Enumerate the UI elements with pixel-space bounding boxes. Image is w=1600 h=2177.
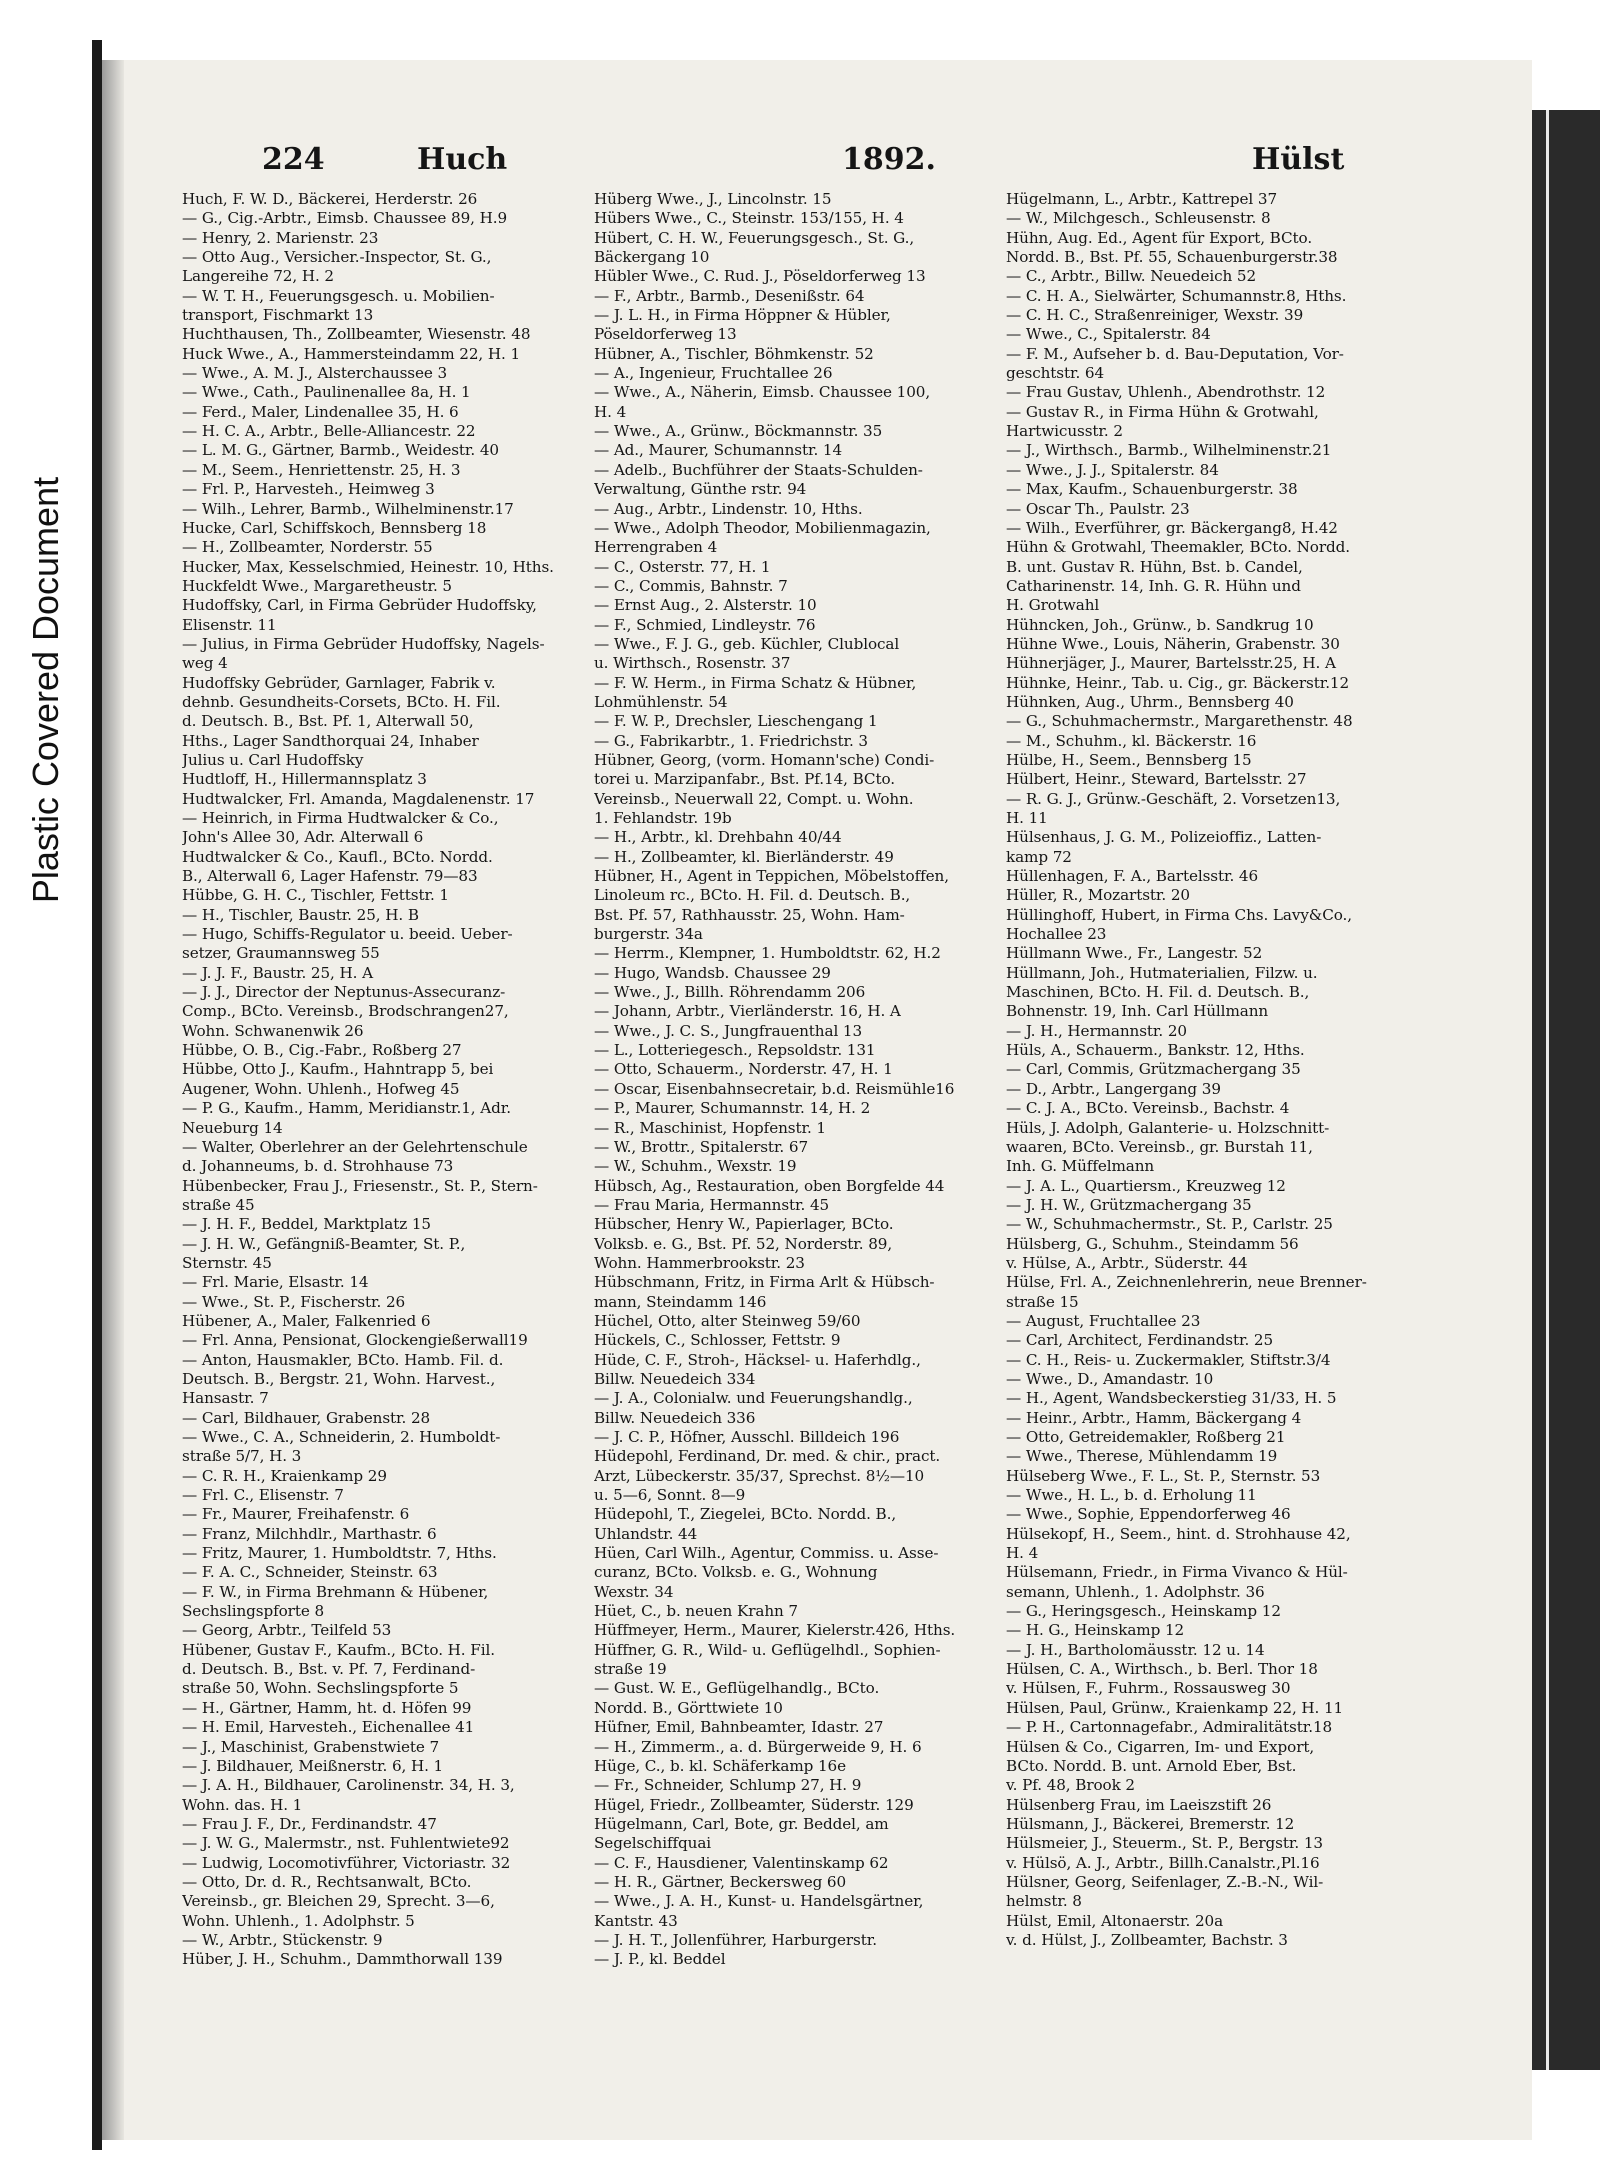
entry-line: Uhlandstr. 44: [594, 1524, 698, 1543]
entry-line: — Frau Gustav, Uhlenh., Abendrothstr. 12: [1006, 383, 1326, 402]
entry-line: Huck Wwe., A., Hammersteindamm 22, H. 1: [182, 344, 521, 363]
entry-line: Hülsekopf, H., Seem., hint. d. Strohhause 42,: [1006, 1524, 1351, 1543]
entry-line: — C. H. A., Sielwärter, Schumannstr.8, Hths.: [1006, 286, 1347, 305]
entry-line: Hüllinghoff, Hubert, in Firma Chs. Lavy&Co.,: [1006, 905, 1352, 924]
entry-line: Augener, Wohn. Uhlenh., Hofweg 45: [182, 1079, 460, 1098]
entry-line: — Wwe., Therese, Mühlendamm 19: [1006, 1447, 1278, 1466]
entry-line: Hudoffsky, Carl, in Firma Gebrüder Hudoffsky,: [182, 596, 537, 615]
entry-line: Wohn. Uhlenh., 1. Adolphstr. 5: [182, 1911, 415, 1930]
entry-line: Nordd. B., Bst. Pf. 55, Schauenburgerstr.38: [1006, 248, 1338, 267]
entry-line: — Otto, Getreidemakler, Roßberg 21: [1006, 1428, 1286, 1446]
entry-line: — H., Tischler, Baustr. 25, H. B: [182, 905, 419, 924]
entry-line: weg 4: [182, 654, 228, 673]
entry-line: Hüllenhagen, F. A., Bartelsstr. 46: [1006, 867, 1259, 886]
left-running-head: Huch: [417, 142, 508, 177]
entry-line: — Gust. W. E., Geflügelhandlg., BCto.: [594, 1679, 880, 1698]
entry-line: Hudtloff, H., Hillermannsplatz 3: [182, 770, 427, 789]
entry-line: torei u. Marzipanfabr., Bst. Pf.14, BCto.: [594, 770, 895, 789]
entry-line: — C. H., Reis- u. Zuckermakler, Stiftstr.3/4: [1006, 1350, 1331, 1369]
entry-line: B. unt. Gustav R. Hühn, Bst. b. Candel,: [1006, 557, 1303, 576]
entry-line: Hübbe, O. B., Cig.-Fabr., Roßberg 27: [182, 1041, 462, 1060]
entry-line: Hülse, Frl. A., Zeichnenlehrerin, neue Brenner-: [1006, 1273, 1367, 1292]
entry-line: Hübbe, G. H. C., Tischler, Fettstr. 1: [182, 886, 449, 905]
entry-line: v. Hülse, A., Arbtr., Süderstr. 44: [1006, 1253, 1248, 1272]
entry-line: Hühn, Aug. Ed., Agent für Export, BCto.: [1006, 228, 1313, 247]
entry-line: v. Pf. 48, Brook 2: [1006, 1776, 1135, 1795]
entry-line: — August, Fruchtallee 23: [1006, 1311, 1201, 1330]
entry-line: — Aug., Arbtr., Lindenstr. 10, Hths.: [594, 499, 863, 518]
entry-line: Hülsenhaus, J. G. M., Polizeioffiz., Latten-: [1006, 828, 1322, 847]
entry-line: — H. Emil, Harvesteh., Eichenallee 41: [182, 1718, 475, 1737]
entry-line: Segelschiffquai: [594, 1834, 712, 1853]
entry-line: Hüls, A., Schauerm., Bankstr. 12, Hths.: [1006, 1041, 1305, 1060]
page-edge-shadow: [92, 40, 102, 2150]
entry-line: Lohmühlenstr. 54: [594, 692, 728, 711]
entry-line: — G., Heringsgesch., Heinskamp 12: [1006, 1602, 1281, 1621]
entry-line: Hüber, J. H., Schuhm., Dammthorwall 139: [182, 1950, 503, 1969]
entry-line: Hüller, R., Mozartstr. 20: [1006, 886, 1190, 905]
entry-line: d. Deutsch. B., Bst. v. Pf. 7, Ferdinand-: [182, 1660, 476, 1679]
entry-line: — H. C. A., Arbtr., Belle-Alliancestr. 22: [182, 422, 476, 441]
entry-line: — L., Lotteriegesch., Repsoldstr. 131: [594, 1041, 876, 1060]
entry-line: Hübert, C. H. W., Feuerungsgesch., St. G.,: [594, 228, 915, 247]
entry-line: Hüls, J. Adolph, Galanterie- u. Holzschnitt-: [1006, 1118, 1330, 1137]
entry-line: — J. Bildhauer, Meißnerstr. 6, H. 1: [182, 1756, 444, 1775]
entry-line: Deutsch. B., Bergstr. 21, Wohn. Harvest.,: [182, 1369, 496, 1388]
entry-line: — Ernst Aug., 2. Alsterstr. 10: [594, 596, 817, 615]
entry-line: Hügelmann, Carl, Bote, gr. Beddel, am: [594, 1814, 889, 1833]
entry-line: Hübener, A., Maler, Falkenried 6: [182, 1311, 431, 1330]
entry-line: Hübler Wwe., C. Rud. J., Pöseldorferweg 13: [594, 267, 926, 286]
entry-line: — Ludwig, Locomotivführer, Victoriastr. 32: [182, 1853, 511, 1872]
entry-line: Hüdepohl, T., Ziegelei, BCto. Nordd. B.,: [594, 1505, 897, 1524]
entry-line: — Ferd., Maler, Lindenallee 35, H. 6: [182, 402, 459, 421]
entry-line: — Frl. C., Elisenstr. 7: [182, 1486, 344, 1505]
entry-line: — C. R. H., Kraienkamp 29: [182, 1466, 387, 1485]
entry-line: — H., Arbtr., kl. Drehbahn 40/44: [594, 828, 842, 847]
entry-line: geschtstr. 64: [1006, 364, 1105, 383]
entry-line: Hülsen, Paul, Grünw., Kraienkamp 22, H. 11: [1006, 1698, 1344, 1717]
entry-line: Vereinsb., gr. Bleichen 29, Sprecht. 3—6,: [182, 1892, 495, 1911]
entry-line: — Georg, Arbtr., Teilfeld 53: [182, 1621, 392, 1640]
entry-line: — W., Brottr., Spitalerstr. 67: [594, 1137, 809, 1156]
entry-line: Sternstr. 45: [182, 1253, 272, 1272]
entry-line: Arzt, Lübeckerstr. 35/37, Sprechst. 8½—10: [594, 1466, 925, 1485]
entry-line: — J. H., Hermannstr. 20: [1006, 1021, 1187, 1040]
entry-line: Hühncken, Joh., Grünw., b. Sandkrug 10: [1006, 615, 1314, 634]
entry-line: — W., Arbtr., Stückenstr. 9: [182, 1930, 383, 1949]
entry-line: — R. G. J., Grünw.-Geschäft, 2. Vorsetzen13,: [1006, 789, 1341, 808]
entry-line: — M., Schuhm., kl. Bäckerstr. 16: [1006, 731, 1257, 750]
entry-line: Hügel, Friedr., Zollbeamter, Süderstr. 129: [594, 1795, 914, 1814]
entry-line: — Wwe., F. J. G., geb. Küchler, Clublocal: [594, 634, 900, 653]
entry-line: Bäckergang 10: [594, 248, 710, 267]
entry-line: — H. G., Heinskamp 12: [1006, 1621, 1185, 1640]
entry-line: — Wilh., Everführer, gr. Bäckergang8, H.42: [1006, 518, 1338, 537]
entry-line: — H., Zimmerm., a. d. Bürgerweide 9, H. 6: [594, 1737, 922, 1756]
entry-line: — H. R., Gärtner, Beckersweg 60: [594, 1872, 847, 1891]
entry-line: — Frau Maria, Hermannstr. 45: [594, 1195, 830, 1214]
entry-line: straße 5/7, H. 3: [182, 1447, 302, 1466]
entry-line: — J. H. F., Beddel, Marktplatz 15: [182, 1215, 431, 1234]
entry-line: Hübsch, Ag., Restauration, oben Borgfelde 44: [594, 1176, 945, 1195]
entry-line: — J. A. H., Bildhauer, Carolinenstr. 34, H. 3,: [182, 1776, 515, 1795]
entry-line: H. 11: [1006, 809, 1048, 827]
entry-line: — Gustav R., in Firma Hühn & Grotwahl,: [1006, 402, 1319, 421]
entry-line: Hühnken, Aug., Uhrm., Bennsberg 40: [1006, 692, 1294, 711]
entry-line: — H., Agent, Wandsbeckerstieg 31/33, H. 5: [1006, 1389, 1337, 1408]
entry-line: Julius u. Carl Hudoffsky: [182, 750, 364, 769]
entry-line: Hüffner, G. R., Wild- u. Geflügelhdl., Sophien-: [594, 1640, 941, 1659]
entry-line: — P., Maurer, Schumannstr. 14, H. 2: [594, 1099, 871, 1118]
entry-line: Hühn & Grotwahl, Theemakler, BCto. Nordd.: [1006, 538, 1350, 557]
column-3: [1006, 190, 1416, 1950]
column-1: [182, 190, 592, 1970]
entry-line: Hülbert, Heinr., Steward, Bartelsstr. 27: [1006, 770, 1307, 789]
entry-line: — P. G., Kaufm., Hamm, Meridianstr.1, Adr.: [182, 1099, 511, 1118]
entry-line: — C., Commis, Bahnstr. 7: [594, 576, 788, 595]
entry-line: — Wwe., Adolph Theodor, Mobilienmagazin,: [594, 518, 931, 537]
entry-line: — M., Seem., Henriettenstr. 25, H. 3: [182, 460, 461, 479]
entry-line: — J. C. P., Höfner, Ausschl. Billdeich 196: [594, 1428, 900, 1446]
entry-line: Hüfner, Emil, Bahnbeamter, Idastr. 27: [594, 1718, 884, 1737]
entry-line: — C. F., Hausdiener, Valentinskamp 62: [594, 1853, 889, 1872]
entry-line: Hülsberg, G., Schuhm., Steindamm 56: [1006, 1234, 1299, 1253]
entry-line: — Wwe., St. P., Fischerstr. 26: [182, 1292, 406, 1311]
entry-line: Hochallee 23: [1006, 925, 1107, 944]
entry-line: u. Wirthsch., Rosenstr. 37: [594, 654, 791, 673]
entry-line: — J. A. L., Quartiersm., Kreuzweg 12: [1006, 1176, 1286, 1195]
entry-line: Hudtwalcker, Frl. Amanda, Magdalenenstr. 17: [182, 789, 535, 808]
entry-line: Huckfeldt Wwe., Margaretheustr. 5: [182, 576, 452, 595]
entry-line: — F. M., Aufseher b. d. Bau-Deputation, Vor-: [1006, 344, 1344, 363]
entry-line: — Anton, Hausmakler, BCto. Hamb. Fil. d.: [182, 1350, 504, 1369]
entry-line: Hülsen & Co., Cigarren, Im- und Export,: [1006, 1737, 1315, 1756]
entry-line: 1. Fehlandstr. 19b: [594, 809, 732, 827]
entry-line: Hühnke, Heinr., Tab. u. Cig., gr. Bäckerstr.12: [1006, 673, 1350, 692]
entry-line: Wohn. Hammerbrookstr. 23: [594, 1253, 805, 1272]
entry-line: — R., Maschinist, Hopfenstr. 1: [594, 1118, 826, 1137]
entry-line: Hüen, Carl Wilh., Agentur, Commiss. u. Asse-: [594, 1544, 939, 1563]
entry-line: Hüdepohl, Ferdinand, Dr. med. & chir., pract.: [594, 1447, 941, 1466]
entry-line: Huchthausen, Th., Zollbeamter, Wiesenstr. 48: [182, 325, 531, 344]
entry-line: Nordd. B., Görttwiete 10: [594, 1698, 783, 1717]
entry-line: — Wwe., A., Grünw., Böckmannstr. 35: [594, 422, 883, 441]
entry-line: — Max, Kaufm., Schauenburgerstr. 38: [1006, 480, 1298, 499]
entry-line: — Wwe., H. L., b. d. Erholung 11: [1006, 1486, 1257, 1505]
entry-line: Bohnenstr. 19, Inh. Carl Hüllmann: [1006, 1002, 1269, 1021]
entry-line: — Wwe., C., Spitalerstr. 84: [1006, 325, 1211, 344]
entry-line: — C. H. C., Straßenreiniger, Wexstr. 39: [1006, 306, 1304, 325]
stamp-margin: [0, 0, 92, 2177]
entry-line: straße 45: [182, 1195, 255, 1214]
entry-line: Hügelmann, L., Arbtr., Kattrepel 37: [1006, 190, 1278, 208]
entry-line: Herrengraben 4: [594, 538, 718, 557]
entry-line: — P. H., Cartonnagefabr., Admiralitätstr.18: [1006, 1718, 1333, 1737]
entry-line: Sechslingspforte 8: [182, 1602, 325, 1621]
entry-line: — Hugo, Wandsb. Chaussee 29: [594, 963, 831, 982]
entry-line: Linoleum rc., BCto. H. Fil. d. Deutsch. B.,: [594, 886, 911, 905]
entry-line: — Wwe., D., Amandastr. 10: [1006, 1369, 1214, 1388]
entry-line: mann, Steindamm 146: [594, 1292, 767, 1311]
entry-line: curanz, BCto. Volksb. e. G., Wohnung: [594, 1563, 878, 1582]
entry-line: — Herrm., Klempner, 1. Humboldtstr. 62, H.2: [594, 944, 941, 963]
entry-line: — Oscar, Eisenbahnsecretair, b.d. Reismühle16: [594, 1079, 955, 1098]
entry-line: — Carl, Architect, Ferdinandstr. 25: [1006, 1331, 1274, 1350]
entry-line: Neueburg 14: [182, 1118, 283, 1137]
entry-line: — J. H. W., Gefängniß-Beamter, St. P.,: [182, 1234, 466, 1253]
entry-line: Bst. Pf. 57, Rathhausstr. 25, Wohn. Ham-: [594, 905, 905, 924]
plastic-covered-stamp: Plastic Covered Document: [25, 476, 66, 904]
entry-line: Hüllmann Wwe., Fr., Langestr. 52: [1006, 944, 1263, 963]
page-number: 224: [262, 142, 325, 177]
entry-line: — C., Arbtr., Billw. Neuedeich 52: [1006, 267, 1257, 286]
entry-line: semann, Uhlenh., 1. Adolphstr. 36: [1006, 1582, 1265, 1601]
entry-line: Hansastr. 7: [182, 1389, 269, 1408]
entry-line: — F. A. C., Schneider, Steinstr. 63: [182, 1563, 438, 1582]
entry-line: — G., Schuhmachermstr., Margarethenstr. 48: [1006, 712, 1353, 731]
entry-line: — Otto, Schauerm., Norderstr. 47, H. 1: [594, 1060, 893, 1079]
entry-line: — F. W. Herm., in Firma Schatz & Hübner,: [594, 673, 917, 692]
entry-line: v. d. Hülst, J., Zollbeamter, Bachstr. 3: [1006, 1930, 1288, 1949]
entry-line: Pöseldorferweg 13: [594, 325, 737, 344]
entry-line: — Wwe., A. M. J., Alsterchaussee 3: [182, 364, 448, 383]
entry-line: — Wwe., Cath., Paulinenallee 8a, H. 1: [182, 383, 471, 402]
entry-line: kamp 72: [1006, 847, 1072, 866]
entry-line: — Wwe., Sophie, Eppendorferweg 46: [1006, 1505, 1291, 1524]
entry-line: helmstr. 8: [1006, 1892, 1082, 1911]
entry-line: — Fritz, Maurer, 1. Humboldtstr. 7, Hths.: [182, 1544, 497, 1563]
entry-line: Elisenstr. 11: [182, 615, 277, 634]
entry-line: transport, Fischmarkt 13: [182, 306, 374, 325]
entry-line: — Ad., Maurer, Schumannstr. 14: [594, 441, 843, 460]
right-running-head: Hülst: [1252, 142, 1345, 177]
entry-line: — Fr., Schneider, Schlump 27, H. 9: [594, 1776, 862, 1795]
entry-line: Hühne Wwe., Louis, Näherin, Grabenstr. 30: [1006, 634, 1340, 653]
entry-line: Hübener, Gustav F., Kaufm., BCto. H. Fil.: [182, 1640, 495, 1659]
entry-line: Vereinsb., Neuerwall 22, Compt. u. Wohn.: [594, 789, 914, 808]
entry-line: — Heinrich, in Firma Hudtwalcker & Co.,: [182, 809, 499, 827]
entry-line: Hübschmann, Fritz, in Firma Arlt & Hübsch-: [594, 1273, 935, 1292]
entry-line: — H., Gärtner, Hamm, ht. d. Höfen 99: [182, 1698, 472, 1717]
entry-line: Wohn. Schwanenwik 26: [182, 1021, 364, 1040]
entry-line: John's Allee 30, Adr. Alterwall 6: [182, 828, 424, 847]
entry-line: Hüde, C. F., Stroh-, Häcksel- u. Haferhdlg.,: [594, 1350, 921, 1369]
entry-line: — Hugo, Schiffs-Regulator u. beeid. Ueber-: [182, 925, 513, 944]
entry-line: Hüchel, Otto, alter Steinweg 59/60: [594, 1311, 861, 1330]
entry-line: — Wilh., Lehrer, Barmb., Wilhelminenstr.17: [182, 499, 514, 518]
entry-line: — Frau J. F., Dr., Ferdinandstr. 47: [182, 1814, 437, 1833]
entry-line: Hüge, C., b. kl. Schäferkamp 16e: [594, 1756, 846, 1775]
entry-line: — J. H. W., Grützmachergang 35: [1006, 1195, 1252, 1214]
entry-line: — Frl. Anna, Pensionat, Glockengießerwall19: [182, 1331, 528, 1350]
entry-line: v. Hülsö, A. J., Arbtr., Billh.Canalstr.,Pl.16: [1006, 1853, 1320, 1872]
entry-line: — F. W., in Firma Brehmann & Hübener,: [182, 1582, 489, 1601]
entry-line: straße 19: [594, 1660, 667, 1679]
entry-line: Billw. Neuedeich 336: [594, 1408, 756, 1427]
entry-line: Hübner, A., Tischler, Böhmkenstr. 52: [594, 344, 874, 363]
entry-line: Hucker, Max, Kesselschmied, Heinestr. 10, Hths.: [182, 557, 554, 576]
entry-line: — Carl, Bildhauer, Grabenstr. 28: [182, 1408, 431, 1427]
entry-line: — J. J., Director der Neptunus-Assecuranz-: [182, 983, 506, 1002]
entry-line: Kantstr. 43: [594, 1911, 678, 1930]
entry-line: Hülst, Emil, Altonaerstr. 20a: [1006, 1911, 1224, 1930]
entry-line: — A., Ingenieur, Fruchtallee 26: [594, 364, 833, 383]
entry-line: — J. J. F., Baustr. 25, H. A: [182, 963, 373, 982]
entry-line: BCto. Nordd. B. unt. Arnold Eber, Bst.: [1006, 1756, 1297, 1775]
entry-line: — H., Zollbeamter, Norderstr. 55: [182, 538, 433, 557]
entry-line: Hülbe, H., Seem., Bennsberg 15: [1006, 750, 1252, 769]
entry-line: — J., Wirthsch., Barmb., Wilhelminenstr.21: [1006, 441, 1332, 460]
entry-line: Comp., BCto. Vereinsb., Brodschrangen27,: [182, 1002, 509, 1021]
entry-line: — Henry, 2. Marienstr. 23: [182, 228, 379, 247]
entry-line: Billw. Neuedeich 334: [594, 1369, 756, 1388]
entry-line: — F., Schmied, Lindleystr. 76: [594, 615, 816, 634]
year-heading: 1892.: [842, 142, 936, 177]
entry-line: — Wwe., J., Billh. Röhrendamm 206: [594, 983, 866, 1002]
entry-line: — W., Schuhm., Wexstr. 19: [594, 1157, 797, 1176]
entry-line: — Wwe., C. A., Schneiderin, 2. Humboldt-: [182, 1428, 501, 1446]
entry-line: Hülsenberg Frau, im Laeiszstift 26: [1006, 1795, 1272, 1814]
entry-line: Wohn. das. H. 1: [182, 1795, 303, 1814]
entry-line: Hübner, H., Agent in Teppichen, Möbelstoffen,: [594, 867, 949, 886]
entry-line: Hülsemann, Friedr., in Firma Vivanco & Hül-: [1006, 1563, 1348, 1582]
entry-line: — F. W. P., Drechsler, Lieschengang 1: [594, 712, 878, 731]
entry-line: Hudtwalcker & Co., Kaufl., BCto. Nordd.: [182, 847, 493, 866]
entry-line: — Julius, in Firma Gebrüder Hudoffsky, Nagels-: [182, 634, 545, 653]
entry-line: Hülsmeier, J., Steuerm., St. P., Bergstr. 13: [1006, 1834, 1323, 1853]
entry-line: — H., Zollbeamter, kl. Bierländerstr. 49: [594, 847, 894, 866]
entry-line: — J. W. G., Malermstr., nst. Fuhlentwiete92: [182, 1834, 510, 1853]
entry-line: H. 4: [594, 402, 627, 421]
entry-line: — Carl, Commis, Grützmachergang 35: [1006, 1060, 1301, 1079]
entry-line: burgerstr. 34a: [594, 925, 703, 944]
entry-line: Maschinen, BCto. H. Fil. d. Deutsch. B.,: [1006, 983, 1310, 1002]
entry-line: Hudoffsky Gebrüder, Garnlager, Fabrik v.: [182, 673, 496, 692]
entry-line: B., Alterwall 6, Lager Hafenstr. 79—83: [182, 867, 478, 886]
entry-line: Wexstr. 34: [594, 1582, 674, 1601]
entry-line: — Wwe., A., Näherin, Eimsb. Chaussee 100,: [594, 383, 931, 402]
entry-line: setzer, Graumannsweg 55: [182, 944, 380, 963]
entry-line: Hückels, C., Schlosser, Fettstr. 9: [594, 1331, 841, 1350]
entry-line: Hühnerjäger, J., Maurer, Bartelsstr.25, H. A: [1006, 654, 1336, 673]
column-2: [594, 190, 1004, 1970]
entry-line: Catharinenstr. 14, Inh. G. R. Hühn und: [1006, 576, 1301, 595]
entry-line: — L. M. G., Gärtner, Barmb., Weidestr. 40: [182, 441, 499, 460]
entry-line: — Johann, Arbtr., Vierländerstr. 16, H. A: [594, 1002, 901, 1021]
entry-line: — Franz, Milchhdlr., Marthastr. 6: [182, 1524, 437, 1543]
entry-line: H. Grotwahl: [1006, 596, 1100, 615]
entry-line: H. 4: [1006, 1544, 1039, 1563]
entry-line: waaren, BCto. Vereinsb., gr. Burstah 11,: [1006, 1137, 1313, 1156]
entry-line: — W., Schuhmachermstr., St. P., Carlstr. 25: [1006, 1215, 1333, 1234]
entry-line: — Wwe., J. C. S., Jungfrauenthal 13: [594, 1021, 863, 1040]
entry-line: — Heinr., Arbtr., Hamm, Bäckergang 4: [1006, 1408, 1302, 1427]
entry-line: Hülsmann, J., Bäckerei, Bremerstr. 12: [1006, 1814, 1295, 1833]
entry-line: — F., Arbtr., Barmb., Desenißstr. 64: [594, 286, 865, 305]
scan-top-margin: [92, 0, 1600, 40]
entry-line: Inh. G. Müffelmann: [1006, 1157, 1155, 1176]
entry-line: straße 15: [1006, 1292, 1079, 1311]
entry-line: — Otto, Dr. d. R., Rechtsanwalt, BCto.: [182, 1872, 472, 1891]
entry-line: — Otto Aug., Versicher.-Inspector, St. G.,: [182, 248, 492, 267]
entry-line: Hüet, C., b. neuen Krahn 7: [594, 1602, 798, 1621]
entry-line: Hübenbecker, Frau J., Friesenstr., St. P., Stern-: [182, 1176, 538, 1195]
entry-line: — D., Arbtr., Langergang 39: [1006, 1079, 1221, 1098]
entry-line: — C. J. A., BCto. Vereinsb., Bachstr. 4: [1006, 1099, 1290, 1118]
entry-line: Hüberg Wwe., J., Lincolnstr. 15: [594, 190, 832, 208]
entry-line: Huch, F. W. D., Bäckerei, Herderstr. 26: [182, 190, 478, 208]
entry-line: Hülsen, C. A., Wirthsch., b. Berl. Thor 18: [1006, 1660, 1318, 1679]
entry-line: — C., Osterstr. 77, H. 1: [594, 557, 771, 576]
entry-line: d. Johanneums, b. d. Strohhause 73: [182, 1157, 454, 1176]
entry-line: Hüllmann, Joh., Hutmaterialien, Filzw. u.: [1006, 963, 1318, 982]
entry-line: Hülseberg Wwe., F. L., St. P., Sternstr. 53: [1006, 1466, 1321, 1485]
entry-line: — J. P., kl. Beddel: [594, 1950, 726, 1969]
entry-line: — J., Maschinist, Grabenstwiete 7: [182, 1737, 440, 1756]
entry-line: Verwaltung, Günthe rstr. 94: [594, 480, 807, 499]
entry-line: — W., Milchgesch., Schleusenstr. 8: [1006, 209, 1271, 228]
entry-line: — J. L. H., in Firma Höppner & Hübler,: [594, 306, 891, 325]
entry-line: Hülsner, Georg, Seifenlager, Z.-B.-N., Wil-: [1006, 1872, 1324, 1891]
entry-line: Hüffmeyer, Herm., Maurer, Kielerstr.426, Hths.: [594, 1621, 956, 1640]
entry-line: Hübscher, Henry W., Papierlager, BCto.: [594, 1215, 894, 1234]
entry-line: — Frl. Marie, Elsastr. 14: [182, 1273, 369, 1292]
entry-line: — Fr., Maurer, Freihafenstr. 6: [182, 1505, 410, 1524]
directory-page: [102, 60, 1532, 2140]
entry-line: — Oscar Th., Paulstr. 23: [1006, 499, 1190, 518]
entry-line: Volksb. e. G., Bst. Pf. 52, Norderstr. 89,: [594, 1234, 893, 1253]
entry-line: Hucke, Carl, Schiffskoch, Bennsberg 18: [182, 518, 487, 537]
entry-line: — J. H. T., Jollenführer, Harburgerstr.: [594, 1930, 877, 1949]
page-header: [162, 142, 1492, 188]
entry-line: — Walter, Oberlehrer an der Gelehrtenschule: [182, 1137, 528, 1156]
entry-line: d. Deutsch. B., Bst. Pf. 1, Alterwall 50,: [182, 712, 474, 731]
entry-line: — Adelb., Buchführer der Staats-Schulden-: [594, 460, 923, 479]
entry-line: Hübbe, Otto J., Kaufm., Hahntrapp 5, bei: [182, 1060, 494, 1079]
entry-line: — G., Cig.-Arbtr., Eimsb. Chaussee 89, H.9: [182, 209, 508, 228]
entry-line: Hartwicusstr. 2: [1006, 422, 1123, 441]
entry-line: straße 50, Wohn. Sechslingspforte 5: [182, 1679, 459, 1698]
entry-line: Hths., Lager Sandthorquai 24, Inhaber: [182, 731, 479, 750]
entry-line: — G., Fabrikarbtr., 1. Friedrichstr. 3: [594, 731, 868, 750]
entry-line: dehnb. Gesundheits-Corsets, BCto. H. Fil.: [182, 692, 501, 711]
entry-line: — Frl. P., Harvesteh., Heimweg 3: [182, 480, 435, 499]
entry-line: u. 5—6, Sonnt. 8—9: [594, 1486, 746, 1505]
entry-line: — Wwe., J. A. H., Kunst- u. Handelsgärtner,: [594, 1892, 924, 1911]
entry-line: Hübers Wwe., C., Steinstr. 153/155, H. 4: [594, 209, 904, 228]
entry-line: — W. T. H., Feuerungsgesch. u. Mobilien-: [182, 286, 495, 305]
next-page-edge: [1532, 110, 1600, 2070]
entry-line: — Wwe., J. J., Spitalerstr. 84: [1006, 460, 1219, 479]
entry-line: — J. A., Colonialw. und Feuerungshandlg.,: [594, 1389, 913, 1408]
entry-line: v. Hülsen, F., Fuhrm., Rossausweg 30: [1006, 1679, 1291, 1698]
entry-line: Hübner, Georg, (vorm. Homann'sche) Condi-: [594, 750, 935, 769]
entry-line: — J. H., Bartholomäusstr. 12 u. 14: [1006, 1640, 1265, 1659]
entry-line: Langereihe 72, H. 2: [182, 267, 334, 286]
